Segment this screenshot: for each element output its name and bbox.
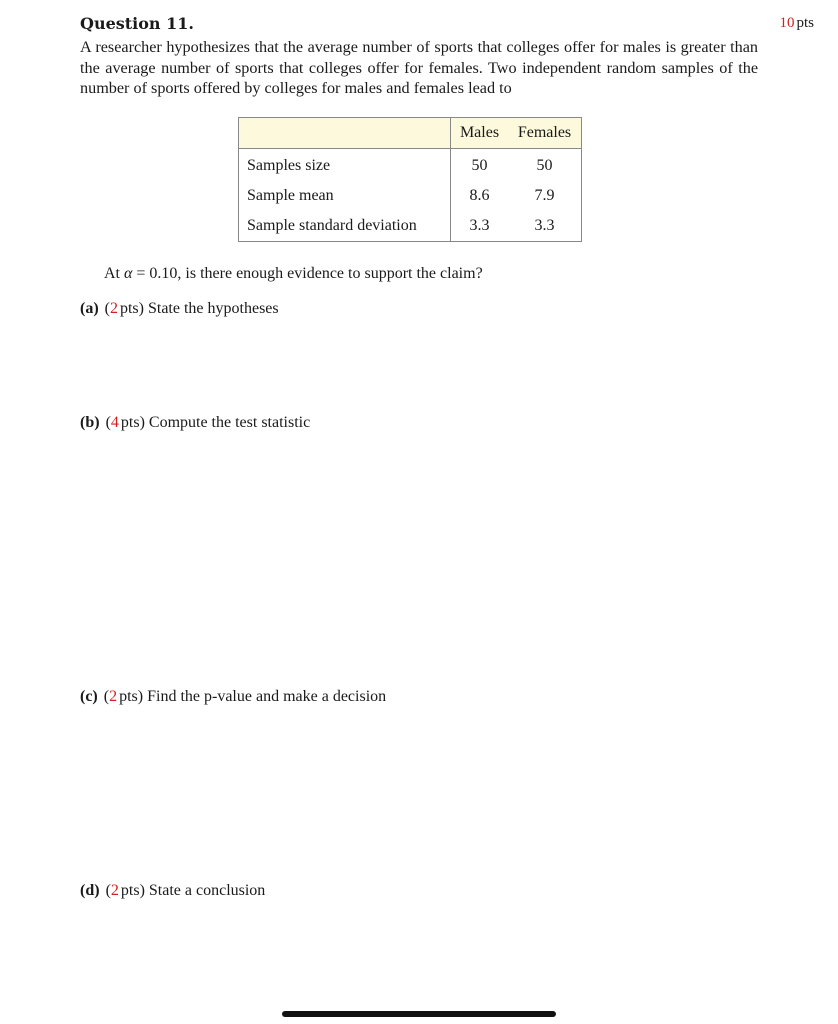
question-title: Question 11. [80,14,194,33]
question-intro: A researcher hypothesizes that the average number of sports that colleges offer for males is greater than the average number of sports that colleges offer for females. Two independent random samples of the number of sports offered by colleges for males and females lead to [80,38,758,97]
part-points-unit: pts) [119,688,144,705]
part-text: State a conclusion [148,882,266,899]
question-points-value: 10 [779,15,795,31]
part-points-value: 2 [109,300,118,317]
part-points-unit: pts) [119,300,144,317]
part-text: Find the p-value and make a decision [147,688,387,705]
cell-females: 7.9 [534,187,555,204]
prompt-prefix: At [104,265,124,282]
part-points-value: 2 [109,688,118,705]
part-a [80,300,279,318]
cell-females: 3.3 [534,217,555,234]
table-row [239,211,582,242]
significance-prompt [104,265,483,283]
part-points-open: ( [105,414,111,431]
row-label: Samples size [239,149,451,182]
table-header-empty [239,118,451,149]
part-points-open: ( [103,688,110,705]
table-row [239,181,582,211]
part-label: (a) [80,300,99,317]
part-b [80,414,310,432]
sample-data-table [238,117,582,242]
part-points-unit: pts) [120,882,145,899]
cell-males: 3.3 [469,217,490,234]
question-points [779,15,814,32]
part-points-open: ( [105,882,111,899]
part-label: (c) [80,688,98,705]
table-header-males: Males [451,118,509,149]
part-label: (d) [80,882,100,899]
part-d [80,882,265,900]
table-header-females: Females [508,118,582,149]
cell-males: 50 [471,157,488,174]
part-points-unit: pts) [120,414,145,431]
question-points-unit: pts [796,15,814,31]
cell-females: 50 [536,157,553,174]
table-header-row [239,118,582,149]
row-label: Sample standard deviation [239,211,451,242]
home-indicator-bar[interactable] [282,1011,556,1017]
table-row [239,149,582,182]
cell-males: 8.6 [469,187,490,204]
prompt-text: = 0.10, is there enough evidence to support the claim? [132,265,483,282]
part-text: State the hypotheses [147,300,279,317]
part-label: (b) [80,414,100,431]
row-label: Sample mean [239,181,451,211]
part-points-open: ( [104,300,110,317]
part-points-value: 2 [110,882,119,899]
part-text: Compute the test statistic [148,414,311,431]
alpha-symbol: α [124,265,133,282]
part-c [80,688,386,706]
part-points-value: 4 [110,414,119,431]
